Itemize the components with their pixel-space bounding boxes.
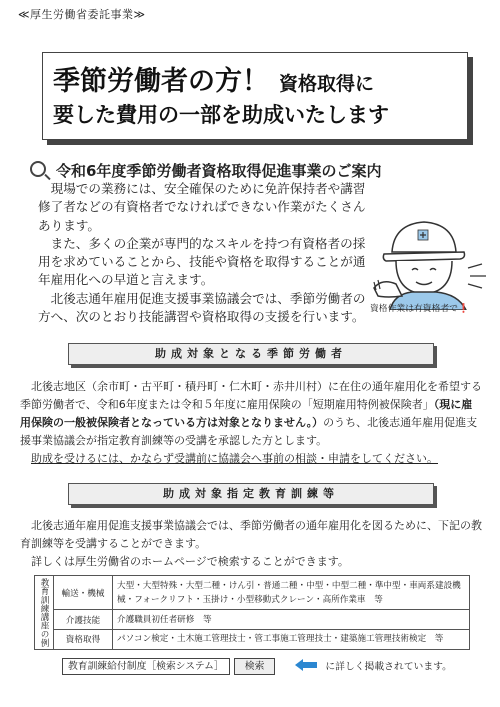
headline-part-1: 季節労働者の方！ [53, 66, 269, 97]
worker-illustration-icon [372, 212, 490, 310]
application-note-text: 助成を受けるには、かならず受講前に協議会へ事前の相談・申請をしてください。 [31, 452, 438, 465]
training-details: 大型・大型特殊・大型二種・けん引・普通二種・中型・中型二種・準中型・車両系建設機械・フォークリフト・玉掛け・小型移動式クレーン・高所作業車 等 [113, 576, 470, 610]
section2-text [20, 517, 482, 571]
search-query-box: 教育訓練給付制度［検索システム］ [62, 658, 230, 675]
application-note [20, 450, 482, 468]
table-row [35, 630, 470, 650]
table-row [35, 610, 470, 630]
intro-paragraph: また、多くの企業が専門的なスキルを持つ有資格者の採用を求めていることから、技能や資格を取得することが通年雇用化への早道と言えます。 [38, 235, 366, 288]
training-details: 介護職員初任者研修 等 [113, 610, 470, 630]
magnifier-icon [30, 161, 46, 177]
training-text-2: 詳しくは厚生労働省のホームページで検索することができます。 [31, 555, 349, 568]
illustration-caption: 資格作業は有資格者で❗ [370, 304, 469, 314]
eligibility-text-c: のうち、北後志通年雇用促進支援事業協議会が指定教育訓練等の受講を承認した方とします。 [20, 416, 478, 447]
training-table-side-label: 教育訓練講座の例 [35, 576, 54, 650]
intro-paragraph: 北後志通年雇用促進支援事業協議会では、季節労働者の方へ、次のとおり技能講習や資格取得の支援を行います。 [38, 290, 366, 325]
intro-title [30, 160, 381, 181]
training-category: 資格取得 [54, 630, 113, 650]
training-details: パソコン検定・土木施工管理技士・管工事施工管理技士・建築施工管理技術検定 等 [113, 630, 470, 650]
training-text: 北後志通年雇用促進支援事業協議会では、季節労働者の通年雇用化を図るために、下記の教育訓練等を受講することができます。 [20, 519, 482, 550]
intro-paragraph: 現場での業務には、安全確保のために免許保持者や講習修了者などの有資格者でなければできない作業がたくさんあります。 [38, 181, 366, 233]
intro-text [38, 180, 368, 326]
search-row [62, 658, 452, 674]
eligibility-text-a: 北後志地区（余市町・古平町・積丹町・仁木町・赤井川村）に在住の通年雇用化を希望する季節労働者で、令和6年度または令和５年度に雇用保険の「短期雇用特例被保険者」 [20, 380, 482, 411]
training-table [34, 575, 470, 650]
ministry-note: ≪厚生労働省委託事業≫ [18, 8, 146, 21]
headline-line-1 [53, 59, 374, 98]
section-banner-eligible-workers: 助成対象となる季節労働者 [68, 343, 434, 365]
eligibility-text [20, 378, 482, 450]
headline-line-2: 要した費用の一部を助成いたします [53, 103, 389, 127]
search-note: に詳しく掲載されています。 [325, 661, 452, 673]
training-category: 輸送・機械 [54, 576, 113, 610]
search-button: 検索 [234, 658, 276, 675]
arrow-left-icon [295, 659, 317, 674]
headline-box [42, 52, 468, 140]
section1-text [20, 378, 482, 468]
headline-part-2: 資格取得に [279, 73, 375, 95]
intro-title-text: 令和6年度季節労働者資格取得促進事業のご案内 [56, 162, 382, 180]
table-row [35, 576, 470, 610]
eligibility-exclusion: （現に雇用保険の一般被保険者となっている方は対象となりません。） [20, 398, 473, 429]
section-banner-designated-training: 助成対象指定教育訓練等 [68, 483, 434, 505]
training-category: 介護技能 [54, 610, 113, 630]
